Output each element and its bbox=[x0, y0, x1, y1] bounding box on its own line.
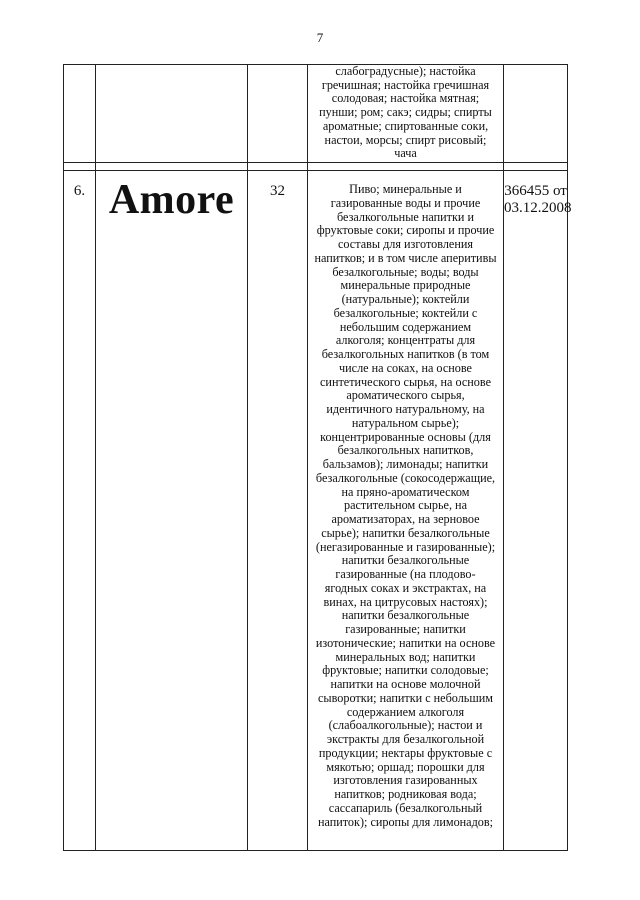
continuation-mark-cell bbox=[96, 65, 248, 163]
goods-line: (слабоалкогольные); настои и bbox=[328, 718, 483, 733]
goods-line: напиток); сиропы для лимонадов; bbox=[317, 814, 494, 829]
trademark-wordmark: Amore bbox=[108, 177, 235, 223]
goods-line: безалкогольные; воды; воды bbox=[332, 264, 479, 279]
goods-line: безалкогольных напитков (в том bbox=[321, 347, 490, 361]
registration-date: 03.12.2008 bbox=[504, 200, 572, 216]
goods-line: сырье); напитки безалкогольные bbox=[321, 525, 490, 540]
goods-line: сассапариль (безалкогольный bbox=[328, 800, 483, 815]
goods-line: напитков; и в том числе аперитивы bbox=[314, 250, 497, 265]
goods-line: безалкогольные напитки и bbox=[337, 209, 474, 224]
goods-line: алкоголя; концентраты для bbox=[335, 333, 476, 348]
continuation-row bbox=[64, 65, 568, 163]
goods-line: синтетического сырья, на основе bbox=[320, 374, 491, 389]
separator-row bbox=[64, 163, 568, 171]
entry-row bbox=[64, 171, 568, 851]
goods-line: ароматные; спиртованные соки, bbox=[322, 118, 489, 133]
goods-line: слабоградусные); настойка bbox=[335, 64, 476, 78]
goods-line: Пиво; минеральные и bbox=[349, 182, 462, 196]
goods-line: гречишная; настойка гречишная bbox=[321, 77, 490, 92]
goods-line: числе на соках, на основе bbox=[339, 360, 472, 375]
goods-line: напитки безалкогольные bbox=[341, 553, 470, 568]
goods-line: минеральных вод; напитки bbox=[335, 649, 476, 664]
goods-line: ароматического сырья, bbox=[346, 388, 465, 403]
goods-line: сыворотки; напитки с небольшим bbox=[317, 690, 493, 705]
goods-line: содержанием алкоголя bbox=[346, 704, 465, 719]
goods-line: ароматизаторах, на зерновое bbox=[331, 512, 480, 526]
goods-line: (негазированные и газированные); bbox=[315, 539, 496, 554]
goods-line: натуральном сырье); bbox=[351, 415, 460, 430]
goods-line: небольшим содержанием bbox=[339, 319, 472, 334]
goods-line: безалкогольных напитков, bbox=[337, 443, 474, 458]
trademark-registry-table bbox=[63, 64, 572, 851]
nice-class: 32 bbox=[248, 171, 308, 851]
trademark-cell bbox=[96, 171, 248, 851]
goods-line: напитков; родниковая вода; bbox=[334, 787, 477, 801]
goods-line: минеральные природные bbox=[340, 278, 471, 293]
goods-line: солодовая; настойка мятная; bbox=[331, 91, 480, 106]
goods-line: безалкогольные; коктейли с bbox=[333, 305, 478, 320]
goods-line: изготовления газированных bbox=[333, 773, 478, 788]
goods-line: напитки безалкогольные bbox=[341, 608, 470, 623]
goods-line: мякотью; оршад; порошки для bbox=[326, 759, 485, 774]
goods-line: газированные воды и прочие bbox=[330, 195, 481, 210]
goods-list-cell bbox=[308, 171, 504, 851]
goods-line: экстракты для безалкогольной bbox=[326, 732, 485, 746]
goods-line: газированные; напитки bbox=[345, 622, 466, 636]
goods-line: идентичного натуральному, на bbox=[326, 402, 485, 416]
goods-line: растительном сырье, на bbox=[344, 498, 467, 513]
goods-line: концентрированные основы (для bbox=[320, 429, 491, 444]
goods-line: чача bbox=[394, 146, 417, 161]
registration-cell bbox=[504, 171, 572, 851]
goods-line: бальзамов); лимонады; напитки bbox=[322, 457, 489, 471]
goods-line: фруктовые соки; сиропы и прочие bbox=[316, 223, 495, 238]
goods-line: настои, морсы; спирт рисовый; bbox=[324, 132, 487, 147]
continuation-registration-cell bbox=[504, 65, 568, 163]
registration-number: 366455 от bbox=[504, 183, 567, 199]
entry-number: 6. bbox=[64, 171, 96, 851]
goods-line: на пряно-ароматическом bbox=[341, 484, 470, 499]
continuation-class-cell bbox=[248, 65, 308, 163]
goods-line: составы для изготовления bbox=[338, 237, 473, 251]
goods-line: ягодных соках и экстрактах, на bbox=[324, 580, 487, 595]
goods-line: винах, на цитрусовых настоях); bbox=[323, 594, 488, 609]
goods-line: продукции; нектары фруктовые с bbox=[318, 745, 493, 760]
goods-line: изотонические; напитки на основе bbox=[315, 635, 496, 650]
continuation-goods-cell bbox=[308, 65, 504, 163]
goods-line: газированные (на плодово- bbox=[335, 567, 476, 581]
goods-line: фруктовые; напитки солодовые; bbox=[322, 663, 489, 678]
goods-line: пунши; ром; сакэ; сидры; спирты bbox=[319, 105, 492, 120]
continuation-number-cell bbox=[64, 65, 96, 163]
page-number: 7 bbox=[316, 30, 324, 45]
goods-line: (натуральные); коктейли bbox=[341, 292, 470, 306]
goods-line: напитки на основе молочной bbox=[330, 677, 481, 691]
goods-line: безалкогольные (сокосодержащие, bbox=[315, 470, 496, 485]
